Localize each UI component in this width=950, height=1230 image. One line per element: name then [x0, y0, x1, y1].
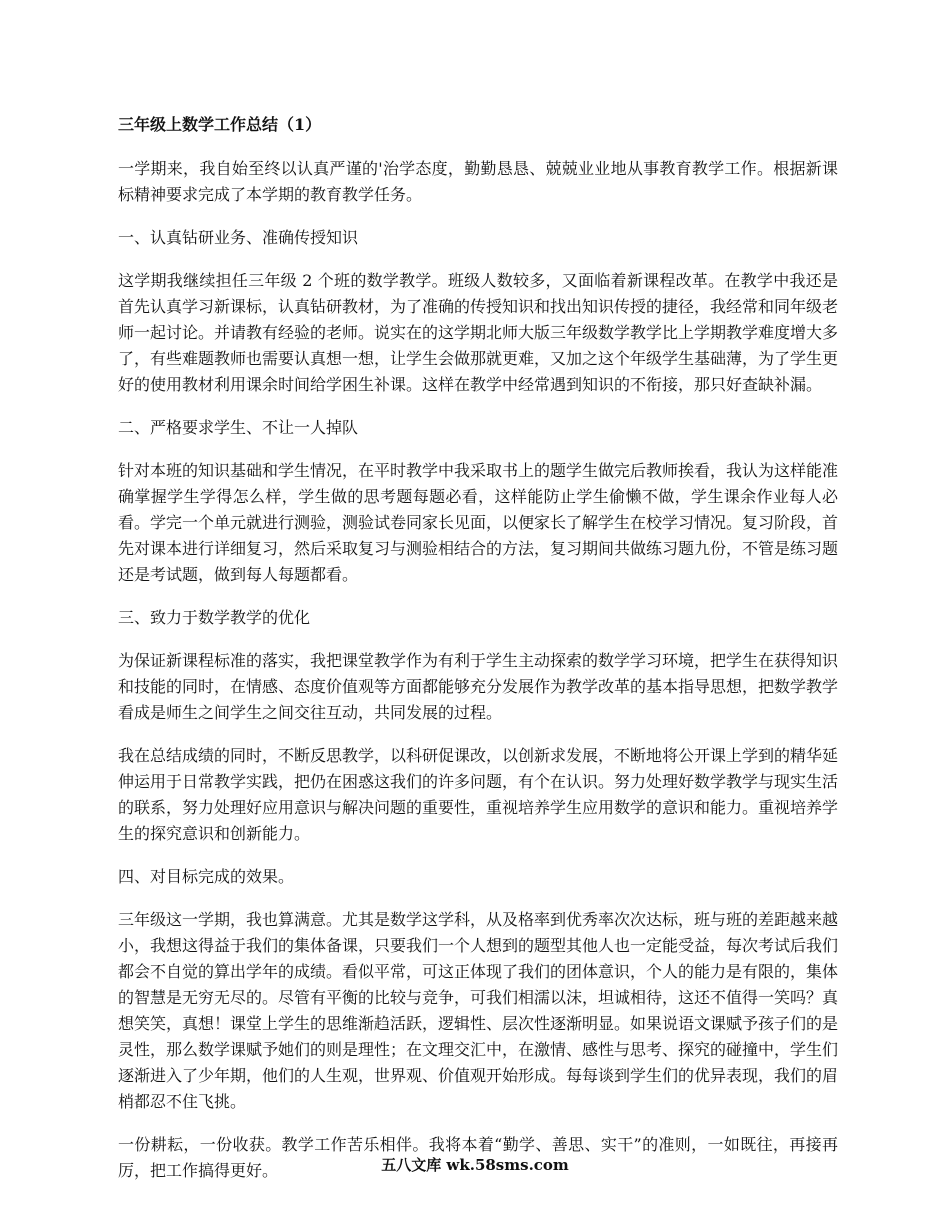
section-heading-1: 一、认真钻研业务、准确传授知识: [118, 228, 359, 247]
section-heading-4: 四、对目标完成的效果。: [118, 867, 295, 886]
document-title: 三年级上数学工作总结（1）: [118, 115, 322, 134]
section-body-1: 这学期我继续担任三年级 2 个班的数学教学。班级人数较多，又面临着新课程改革。在教学中我还是首先认真学习新课标，认真钻研教材，为了准确的传授知识和找出知识传授的捷径，我经常和同年级老师一起讨论。并请教有经验的老师。说实在的这学期北师大版三年级数学教学比上学期教学难度增大多了，有些难题教师也需要认真想一想，让学生会做那就更难，又加之这个年级学生基础薄，为了学生更好的使用教材利用课余时间给学困生补课。这样在教学中经常遇到知识的不衔接，那只好查缺补漏。: [118, 271, 839, 394]
section-heading-2: 二、严格要求学生、不让一人掉队: [118, 418, 359, 437]
section-body-4: 三年级这一学期，我也算满意。尤其是数学这学科，从及格率到优秀率次次达标，班与班的差距越来越小，我想这得益于我们的集体备课，只要我们一个人想到的题型其他人也一定能受益，每次考试后我们都会不自觉的算出学年的成绩。看似平常，可这正体现了我们的团体意识，个人的能力是有限的，集体的智慧是无穷无尽的。尽管有平衡的比较与竞争，可我们相濡以沫，坦诚相待，这还不值得一笑吗？真想笑笑，真想！课堂上学生的思维渐趋活跃，逻辑性、层次性逐渐明显。如果说语文课赋予孩子们的是灵性，那么数学课赋予她们的则是理性；在文理交汇中，在激情、感性与思考、探究的碰撞中，学生们逐渐进入了少年期，他们的人生观，世界观、价值观开始形成。每每谈到学生们的优异表现，我们的眉梢都忍不住飞挑。: [118, 910, 839, 1111]
section-body-3a: 为保证新课程标准的落实，我把课堂教学作为有利于学生主动探索的数学学习环境，把学生在获得知识和技能的同时，在情感、态度价值观等方面都能够充分发展作为教学改革的基本指导思想，把数学教学看成是师生之间学生之间交往互动，共同发展的过程。: [118, 651, 839, 722]
footer-watermark: 五八文库 wk.58sms.com: [381, 1156, 569, 1174]
section-heading-3: 三、致力于数学教学的优化: [118, 608, 311, 627]
section-body-3b: 我在总结成绩的同时，不断反思教学，以科研促课改，以创新求发展，不断地将公开课上学到的精华延伸运用于日常教学实践，把仍在困惑这我们的许多问题，有个在认识。努力处理好数学教学与现实生活的联系，努力处理好应用意识与解决问题的重要性，重视培养学生应用数学的意识和能力。重视培养学生的探究意识和创新能力。: [118, 746, 839, 843]
document-body: [118, 112, 838, 1201]
section-body-2: 针对本班的知识基础和学生情况，在平时教学中我采取书上的题学生做完后教师挨看，我认为这样能准确掌握学生学得怎么样，学生做的思考题每题必看，这样能防止学生偷懒不做，学生课余作业每人必看。学完一个单元就进行测验，测验试卷同家长见面，以便家长了解学生在校学习情况。复习阶段，首先对课本进行详细复习，然后采取复习与测验相结合的方法，复习期间共做练习题九份，不管是练习题还是考试题，做到每人每题都看。: [118, 461, 839, 584]
closing-paragraph: 一份耕耘，一份收获。教学工作苦乐相伴。我将本着“勤学、善思、实干”的准则，一如既往，再接再厉，把工作搞得更好。: [118, 1135, 838, 1180]
intro-paragraph: 一学期来，我自始至终以认真严谨的'治学态度，勤勤恳恳、兢兢业业地从事教育教学工作。根据新课标精神要求完成了本学期的教育教学任务。: [118, 159, 838, 204]
